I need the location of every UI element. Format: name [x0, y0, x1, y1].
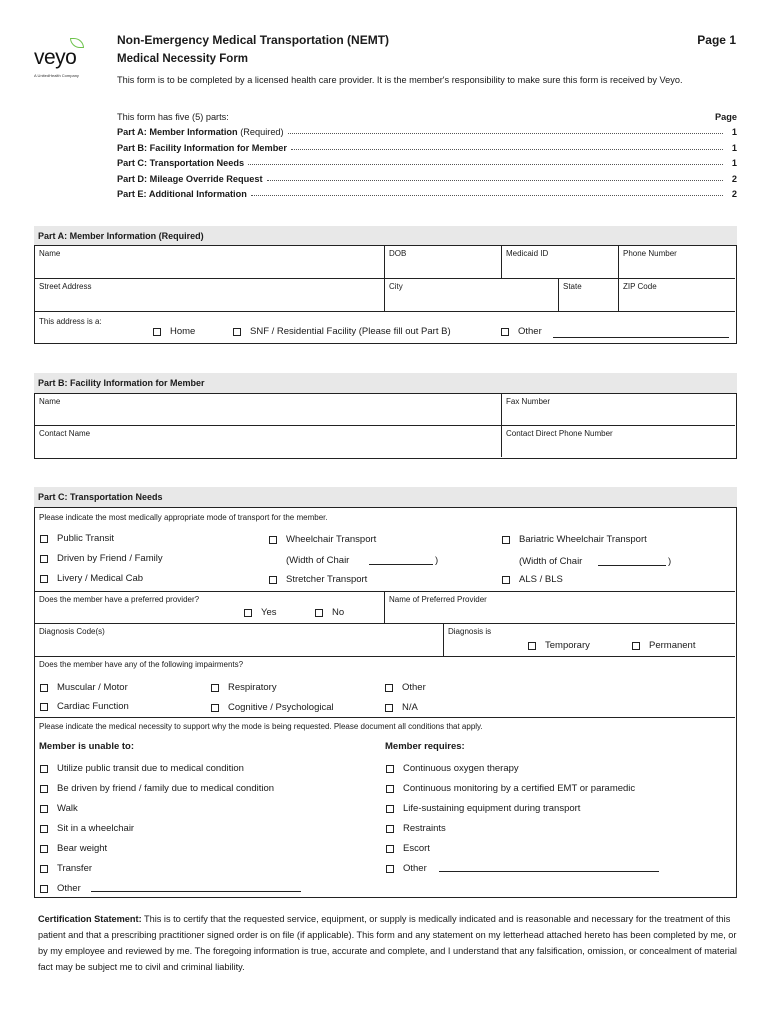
bariatric-checkbox[interactable] [502, 534, 647, 545]
toc-item[interactable] [117, 168, 737, 184]
checkbox-icon [386, 845, 394, 853]
part-a-box [34, 245, 737, 344]
checkbox-icon [40, 684, 48, 692]
unable-driven-checkbox[interactable] [40, 783, 274, 794]
street-address-field[interactable] [35, 279, 385, 312]
preferred-no-checkbox[interactable] [315, 607, 344, 618]
unable-other-checkbox[interactable] [40, 883, 81, 894]
checkbox-icon [386, 865, 394, 873]
option-label: Restraints [403, 823, 446, 834]
checkbox-icon [153, 328, 161, 336]
livery-checkbox[interactable] [40, 573, 143, 584]
toc-item-label: Part A: Member Information [117, 127, 238, 137]
part-b-box [34, 393, 737, 459]
option-label: Transfer [57, 863, 93, 874]
option-label: Other [402, 682, 426, 693]
bariatric-width-label: (Width of Chair [519, 556, 583, 567]
unable-other-line[interactable] [91, 891, 301, 892]
diagnosis-codes-field[interactable] [35, 624, 444, 657]
option-label: Permanent [649, 640, 696, 651]
option-label: Home [170, 326, 196, 337]
option-label: Other [403, 863, 427, 874]
checkbox-icon [40, 765, 48, 773]
impair-respiratory-checkbox[interactable] [211, 682, 277, 693]
checkbox-icon [386, 765, 394, 773]
table-of-contents [117, 106, 737, 199]
option-label: Bear weight [57, 843, 108, 854]
field-label: Diagnosis is [448, 627, 492, 636]
requires-heading: Member requires: [385, 741, 465, 752]
address-other-line[interactable] [553, 337, 729, 338]
unable-walk-checkbox[interactable] [40, 803, 78, 814]
option-label: Muscular / Motor [57, 682, 128, 693]
form-subtitle: Medical Necessity Form [117, 53, 249, 65]
impair-cognitive-checkbox[interactable] [211, 702, 334, 713]
toc-item[interactable] [117, 137, 737, 153]
checkbox-icon [632, 642, 640, 650]
form-title: Non-Emergency Medical Transportation (NEMT) [117, 33, 390, 47]
option-label: Other [57, 883, 81, 894]
toc-item-page: 1 [731, 158, 737, 168]
part-a-heading: Part A: Member Information (Required) [34, 226, 737, 246]
close-paren: ) [435, 555, 439, 566]
wheelchair-checkbox[interactable] [269, 534, 376, 545]
wheelchair-width-label: (Width of Chair [286, 555, 350, 566]
part-c-box [34, 507, 737, 898]
als-bls-checkbox[interactable] [502, 574, 563, 585]
option-label: Driven by Friend / Family [57, 553, 163, 564]
unable-sit-wheelchair-checkbox[interactable] [40, 823, 134, 834]
unable-transfer-checkbox[interactable] [40, 863, 92, 874]
toc-item-label: Part B: Facility Information for Member [117, 142, 287, 153]
state-field[interactable] [559, 279, 619, 312]
checkbox-icon [40, 555, 48, 563]
option-label: Livery / Medical Cab [57, 573, 144, 584]
medicaid-id-field[interactable] [502, 246, 619, 279]
checkbox-icon [386, 825, 394, 833]
veyo-logo [34, 36, 94, 84]
address-home-checkbox[interactable] [153, 326, 195, 337]
diagnosis-permanent-checkbox[interactable] [632, 640, 695, 651]
option-label: Respiratory [228, 682, 277, 693]
field-label: Contact Direct Phone Number [506, 429, 613, 438]
field-label: Name [39, 249, 61, 258]
option-label: Stretcher Transport [286, 574, 368, 585]
toc-page-heading: Page [715, 111, 737, 122]
field-label: Name [39, 397, 61, 406]
close-paren: ) [668, 556, 672, 567]
diagnosis-temporary-checkbox[interactable] [528, 640, 590, 651]
facility-contact-phone-field[interactable] [502, 426, 735, 457]
toc-lead: This form has five (5) parts: [117, 111, 229, 122]
necessity-prompt: Please indicate the medical necessity to support why the mode is being requested. Please document all conditions that apply. [39, 722, 483, 731]
checkbox-icon [386, 805, 394, 813]
option-label: Be driven by friend / family due to medical condition [57, 783, 275, 794]
option-label: ALS / BLS [519, 574, 563, 585]
toc-header [117, 106, 737, 122]
toc-item-label: Part E: Additional Information [117, 189, 247, 199]
unable-bear-weight-checkbox[interactable] [40, 843, 107, 854]
unable-public-transit-checkbox[interactable] [40, 763, 244, 774]
checkbox-icon [501, 328, 509, 336]
option-label: Continuous oxygen therapy [403, 763, 519, 774]
option-label: Cardiac Function [57, 701, 129, 712]
requires-life-sustaining-checkbox[interactable] [386, 803, 580, 814]
checkbox-icon [244, 609, 252, 617]
facility-contact-field[interactable] [35, 426, 502, 457]
field-label: Does the member have any of the following impairments? [39, 660, 244, 669]
form-intro: This form is to be completed by a licensed health care provider. It is the member's responsibility to make sure this form is received by Veyo. [117, 75, 683, 85]
page-number: Page 1 [697, 33, 736, 47]
toc-item-suffix: (Required) [237, 127, 284, 137]
toc-item-label: Part C: Transportation Needs [117, 158, 245, 168]
checkbox-icon [40, 885, 48, 893]
option-label: No [332, 607, 345, 618]
field-label: Fax Number [506, 397, 551, 406]
toc-item-page: 1 [731, 127, 737, 137]
checkbox-icon [40, 865, 48, 873]
public-transit-checkbox[interactable] [40, 533, 114, 544]
checkbox-icon [315, 609, 323, 617]
option-label: Wheelchair Transport [286, 534, 377, 545]
checkbox-icon [233, 328, 241, 336]
certification-text: This is to certify that the requested service, equipment, or supply is medically indicated and is reasonable and necessary for the treatment of this patient and that a prescribing practitioner signed order is on file (if applicable). This form and any statement on my letterhead attached hereto has been completed by me, or by my employee and reviewed by me. The foregoing information is true, accurate and complete, and I understand that any falsification, omission, or concealment of material fact may be subject me to civil and criminal liability. [38, 914, 737, 972]
checkbox-icon [40, 785, 48, 793]
checkbox-icon [502, 536, 510, 544]
logo-wordmark: veyo [34, 46, 77, 69]
checkbox-icon [502, 576, 510, 584]
requires-other-checkbox[interactable] [386, 863, 427, 874]
toc-item-page: 2 [731, 173, 737, 184]
zip-field[interactable] [619, 279, 735, 312]
requires-escort-checkbox[interactable] [386, 843, 430, 854]
stretcher-checkbox[interactable] [269, 574, 367, 585]
part-b-heading: Part B: Facility Information for Member [34, 373, 737, 393]
field-label: Diagnosis Code(s) [39, 627, 105, 636]
requires-oxygen-checkbox[interactable] [386, 763, 519, 774]
preferred-yes-checkbox[interactable] [244, 607, 277, 618]
checkbox-icon [385, 684, 393, 692]
option-label: Life-sustaining equipment during transport [403, 803, 581, 814]
checkbox-icon [385, 704, 393, 712]
option-label: SNF / Residential Facility (Please fill out Part B) [250, 326, 451, 337]
checkbox-icon [40, 845, 48, 853]
toc-item-page: 2 [731, 189, 737, 199]
impair-na-checkbox[interactable] [385, 702, 418, 713]
impair-cardiac-checkbox[interactable] [40, 701, 129, 712]
bariatric-width-input[interactable] [598, 565, 666, 566]
option-label: N/A [402, 702, 418, 713]
address-snf-checkbox[interactable] [233, 326, 451, 337]
toc-item[interactable] [117, 153, 737, 169]
field-label: City [389, 282, 403, 291]
toc-item-label: Part D: Mileage Override Request [117, 173, 263, 184]
option-label: Public Transit [57, 533, 115, 544]
driven-friend-checkbox[interactable] [40, 553, 163, 564]
facility-fax-field[interactable] [502, 394, 735, 426]
option-label: Temporary [545, 640, 590, 651]
checkbox-icon [40, 825, 48, 833]
field-label: Name of Preferred Provider [389, 595, 487, 604]
checkbox-icon [211, 704, 219, 712]
field-label: ZIP Code [623, 282, 657, 291]
toc-item[interactable] [117, 122, 737, 138]
wheelchair-width-input[interactable] [369, 564, 433, 565]
option-label: Yes [261, 607, 277, 618]
checkbox-icon [40, 535, 48, 543]
address-other-checkbox[interactable] [501, 326, 542, 337]
option-label: Utilize public transit due to medical condition [57, 763, 244, 774]
impair-other-checkbox[interactable] [385, 682, 426, 693]
checkbox-icon [211, 684, 219, 692]
part-c-heading: Part C: Transportation Needs [34, 487, 737, 507]
field-label: Contact Name [39, 429, 91, 438]
checkbox-icon [40, 575, 48, 583]
certification-label: Certification Statement: [38, 914, 142, 924]
member-dob-field[interactable] [385, 246, 502, 279]
city-field[interactable] [385, 279, 559, 312]
requires-other-line[interactable] [439, 871, 659, 872]
field-label: DOB [389, 249, 407, 258]
checkbox-icon [528, 642, 536, 650]
checkbox-icon [269, 576, 277, 584]
checkbox-icon [269, 536, 277, 544]
preferred-provider-name-field[interactable] [385, 591, 735, 624]
option-label: Walk [57, 803, 78, 814]
mode-prompt: Please indicate the most medically appropriate mode of transport for the member. [39, 513, 328, 522]
option-label: Cognitive / Psychological [228, 702, 334, 713]
toc-item-page: 1 [731, 142, 737, 153]
address-type-label: This address is a: [39, 317, 102, 326]
field-label: Medicaid ID [506, 249, 549, 258]
logo-tagline: A UnitedHealth Company [34, 73, 79, 78]
checkbox-icon [386, 785, 394, 793]
requires-restraints-checkbox[interactable] [386, 823, 446, 834]
field-label: Does the member have a preferred provider? [39, 595, 200, 604]
option-label: Other [518, 326, 542, 337]
field-label: Street Address [39, 282, 92, 291]
field-label: State [563, 282, 582, 291]
unable-heading: Member is unable to: [39, 741, 135, 752]
field-label: Phone Number [623, 249, 677, 258]
member-name-field[interactable] [35, 246, 385, 279]
option-label: Bariatric Wheelchair Transport [519, 534, 647, 545]
member-phone-field[interactable] [619, 246, 735, 279]
option-label: Continuous monitoring by a certified EMT or paramedic [403, 783, 636, 794]
toc-item[interactable] [117, 184, 737, 200]
facility-name-field[interactable] [35, 394, 502, 426]
impair-muscular-checkbox[interactable] [40, 682, 128, 693]
option-label: Sit in a wheelchair [57, 823, 135, 834]
checkbox-icon [40, 703, 48, 711]
requires-monitoring-checkbox[interactable] [386, 783, 635, 794]
certification-statement [38, 911, 738, 975]
option-label: Escort [403, 843, 430, 854]
checkbox-icon [40, 805, 48, 813]
